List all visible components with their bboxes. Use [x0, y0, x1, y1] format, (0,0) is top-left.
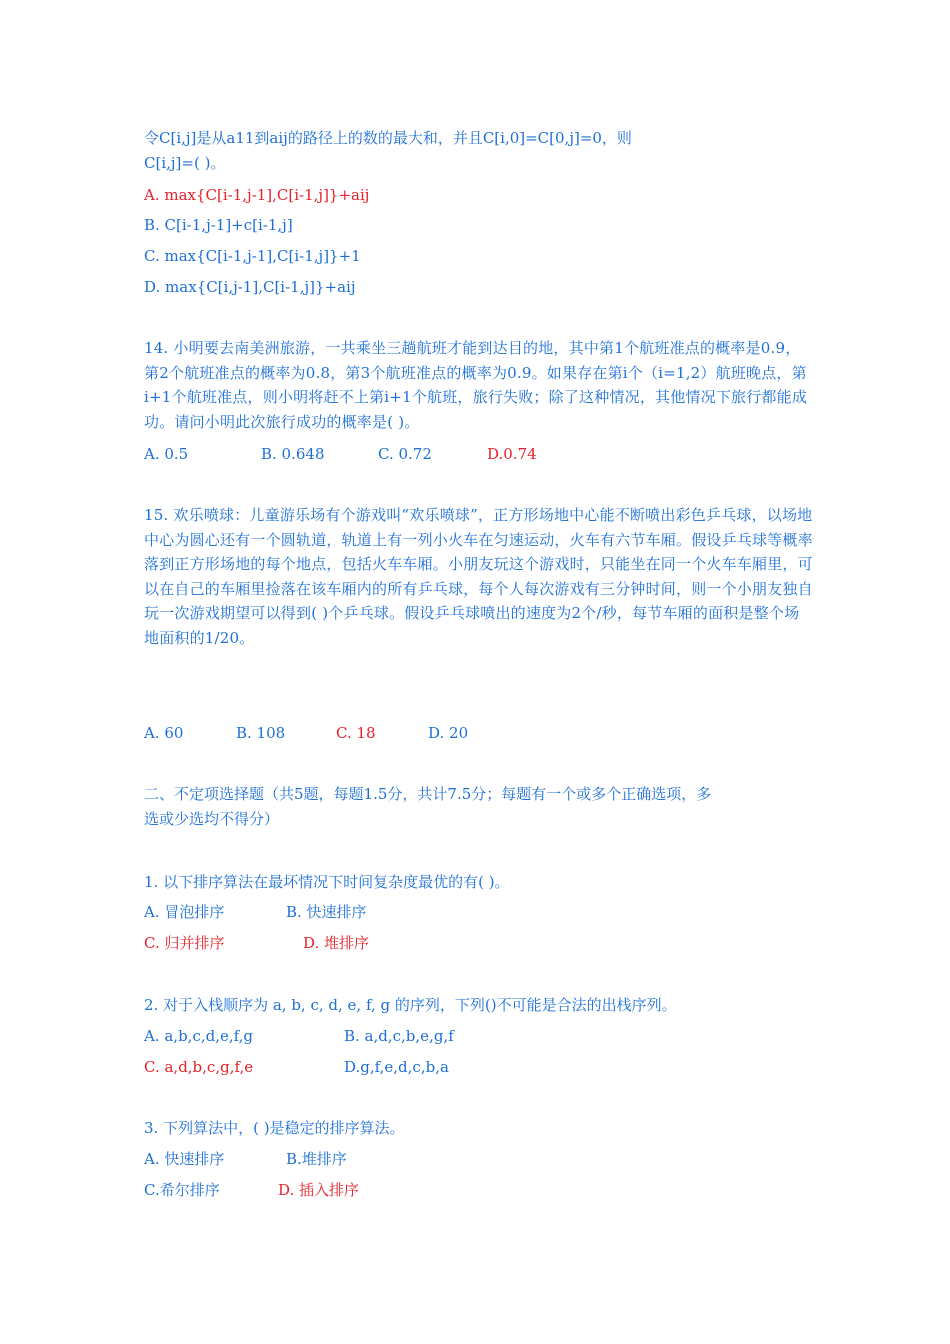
s2q2-stem: 2. 对于入栈顺序为 a, b, c, d, e, f, g 的序列，下列()不可能是合法的出栈序列。: [144, 996, 677, 1014]
q15-stem: 15. 欢乐喷球：儿童游乐场有个游戏叫“欢乐喷球”，正方形场地中心能不断喷出彩色乒乓球，以场地中心为圆心还有一个圆轨道，轨道上有一列小火车在匀速运动，火车有六节车厢。假设乒乓球等概率落到正方形场地的每个地点，包括火车车厢。小朋友玩这个游戏时，只能坐在同一个火车车厢里，可以在自己的车厢里捡落在该车厢内的所有乒乓球，每个人每次游戏有三分钟时间，则一个小朋友独自玩一次游戏期望可以得到( )个乒乓球。假设乒乓球喷出的速度为2个/秒，每节车厢的面积是整个场地面积的1/20。: [144, 506, 813, 647]
q13-option-a: A. max{C[i-1,j-1],C[i-1,j]}+aij: [144, 186, 370, 204]
s2q2-option-a: A. a,b,c,d,e,f,g: [144, 1027, 254, 1045]
q14-option-d: D.0.74: [487, 445, 537, 463]
s2q1-option-c: C. 归并排序: [144, 934, 225, 952]
q15-option-a: A. 60: [144, 724, 184, 742]
s2q1-option-d: D. 堆排序: [303, 934, 370, 952]
q14-stem: 14. 小明要去南美洲旅游，一共乘坐三趟航班才能到达目的地，其中第1个航班准点的概率是0.9，第2个航班准点的概率为0.8，第3个航班准点的概率为0.9。如果存在第i个（i=1,2）航班晚点，第i+1个航班准点，则小明将赶不上第i+1个航班，旅行失败；除了这种情况，其他情况下旅行都能成功。请问小明此次旅行成功的概率是( )。: [144, 339, 808, 431]
q14-option-b: B. 0.648: [261, 445, 325, 463]
q14-option-a: A. 0.5: [144, 445, 189, 463]
q14-option-c: C. 0.72: [378, 445, 432, 463]
s2q2-option-b: B. a,d,c,b,e,g,f: [344, 1027, 454, 1045]
q13-option-c: C. max{C[i-1,j-1],C[i-1,j]}+1: [144, 247, 361, 265]
q13-option-b: B. C[i-1,j-1]+c[i-1,j]: [144, 216, 293, 234]
s2q3-option-c: C.希尔排序: [144, 1181, 220, 1199]
section2-heading-line2: 选或少选均不得分）: [144, 810, 280, 828]
q15-option-d: D. 20: [428, 724, 469, 742]
s2q1-stem: 1. 以下排序算法在最坏情况下时间复杂度最优的有( )。: [144, 873, 510, 891]
s2q3-option-a: A. 快速排序: [144, 1150, 225, 1168]
s2q1-option-b: B. 快速排序: [286, 903, 367, 921]
s2q3-option-b: B.堆排序: [286, 1150, 347, 1168]
q13-option-d: D. max{C[i,j-1],C[i-1,j]}+aij: [144, 278, 356, 296]
section2-heading-line1: 二、不定项选择题（共5题，每题1.5分，共计7.5分；每题有一个或多个正确选项，多: [144, 785, 712, 803]
q13-stem-line2: C[i,j]=( )。: [144, 154, 226, 172]
q13-stem-line1: 令C[i,j]是从a11到aij的路径上的数的最大和，并且C[i,0]=C[0,j]=0，则: [144, 129, 632, 147]
s2q3-stem: 3. 下列算法中，( )是稳定的排序算法。: [144, 1119, 405, 1137]
s2q2-option-d: D.g,f,e,d,c,b,a: [344, 1058, 449, 1076]
s2q1-option-a: A. 冒泡排序: [144, 903, 225, 921]
s2q3-option-d: D. 插入排序: [278, 1181, 360, 1199]
q15-option-b: B. 108: [236, 724, 286, 742]
s2q2-option-c: C. a,d,b,c,g,f,e: [144, 1058, 254, 1076]
q15-option-c: C. 18: [336, 724, 376, 742]
